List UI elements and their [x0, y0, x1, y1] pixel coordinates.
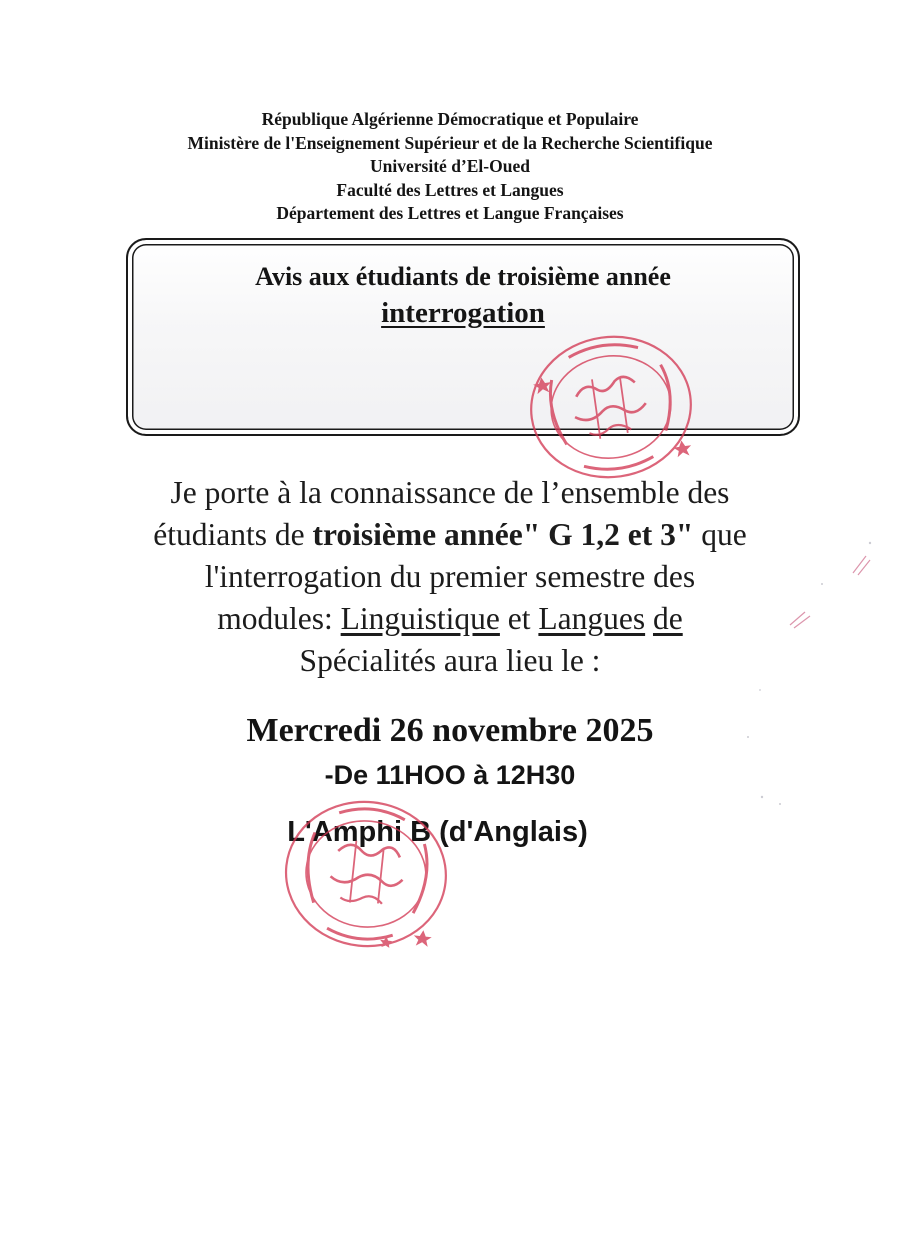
header-line-faculty: Faculté des Lettres et Langues — [336, 179, 564, 200]
body-line-4 — [100, 598, 800, 640]
exam-date: Mercredi 26 novembre 2025 — [246, 712, 654, 749]
body-line-2 — [100, 514, 800, 556]
module-de: de — [652, 601, 683, 636]
notice-subtitle-text: interrogation — [381, 297, 545, 329]
exam-location: L'Amphi B (d'Anglais) — [287, 816, 588, 848]
header-line-ministry: Ministère de l'Enseignement Supérieur et de la Recherche Scientifique — [187, 132, 713, 153]
module-langues: Langues — [538, 601, 646, 636]
official-stamp-icon — [516, 321, 705, 493]
notice-frame — [126, 238, 800, 436]
institution-header — [0, 108, 900, 226]
header-line-department: Département des Lettres et Langue Françaises — [276, 203, 624, 223]
body-line-2-start: étudiants de — [153, 517, 313, 552]
department-stamp-icon — [273, 788, 458, 960]
header-line-republic: République Algérienne Démocratique et Populaire — [261, 109, 639, 129]
module-linguistique: Linguistique — [340, 601, 500, 636]
body-line-3: l'interrogation du premier semestre des — [204, 559, 696, 594]
notice-title: Avis aux étudiants de troisième année — [255, 262, 671, 291]
exam-time: -De 11HOO à 12H30 — [324, 760, 576, 790]
body-line-1: Je porte à la connaissance de l’ensemble des — [170, 475, 730, 510]
notice-subtitle — [128, 297, 798, 330]
notice-body — [100, 472, 800, 682]
header-line-university: Université d’El-Oued — [370, 156, 530, 176]
body-target-group: troisième année" G 1,2 et 3" — [312, 517, 694, 552]
body-line-2-end: que — [693, 517, 747, 552]
modules-conjunction: et — [499, 601, 539, 636]
modules-space — [645, 601, 653, 636]
modules-label: modules: — [217, 601, 341, 636]
body-line-5: Spécialités aura lieu le : — [299, 643, 601, 678]
